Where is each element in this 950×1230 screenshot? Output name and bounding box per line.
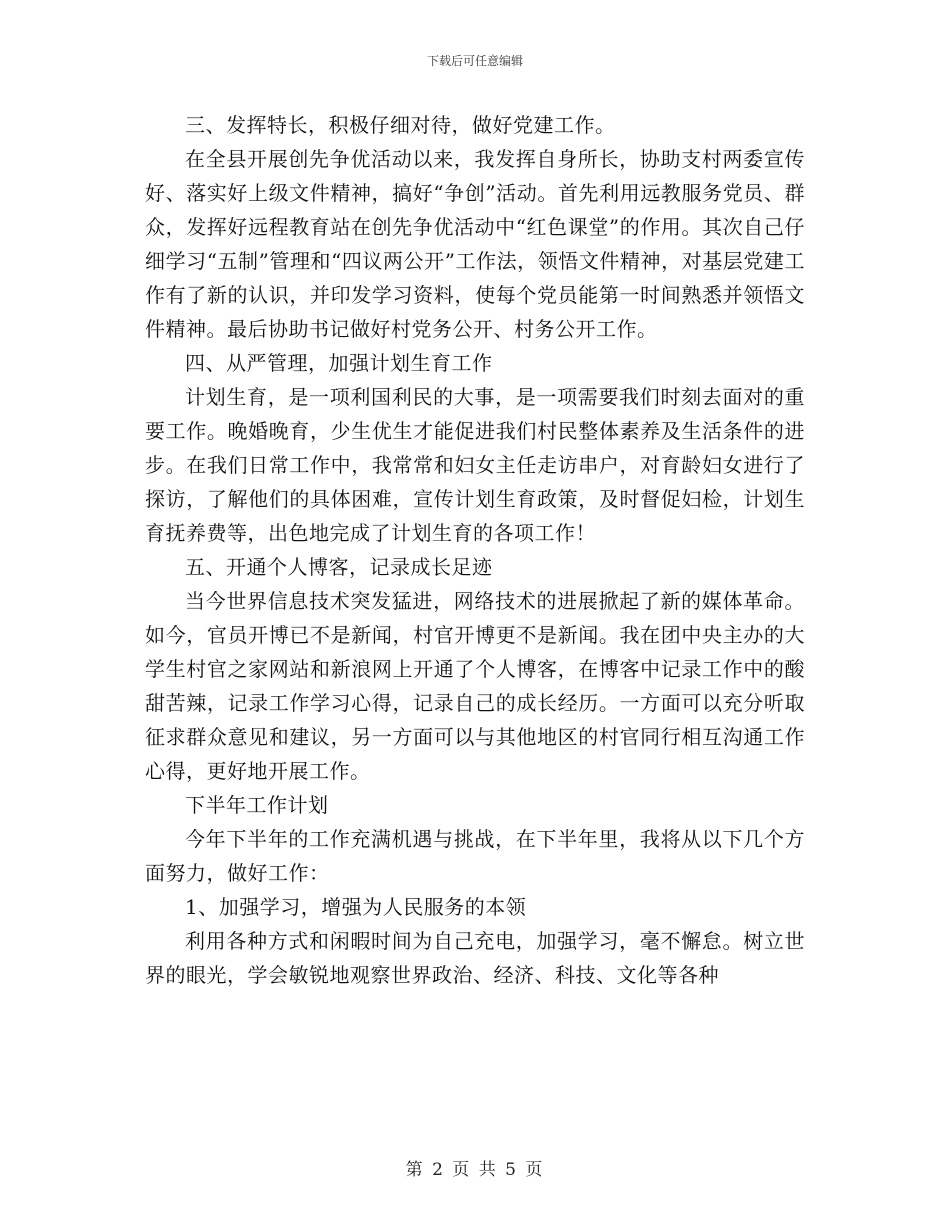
paragraph-study: 利用各种方式和闲暇时间为自己充电，加强学习，毫不懈怠。树立世界的眼光，学会敏锐地观察世界政治、经济、科技、文化等各种	[145, 929, 805, 987]
paragraph-family-planning: 计划生育，是一项利国利民的大事，是一项需要我们时刻去面对的重要工作。晚婚晚育，少生优生才能促进我们村民整体素养及生活条件的进步。在我们日常工作中，我常常和妇女主任走访串户，对育龄妇女进行了探访，了解他们的具体困难，宣传计划生育政策，及时督促妇检，计划生育抚养费等，出色地完成了计划生育的各项工作！	[145, 385, 805, 545]
plan-item-1-heading: 1、加强学习，增强为人民服务的本领	[185, 895, 527, 919]
page-header: 下载后可任意编辑	[426, 54, 523, 68]
section-heading-3: 三、发挥特长，积极仔细对待，做好党建工作。	[185, 113, 616, 137]
paragraph-party-building: 在全县开展创先争优活动以来，我发挥自身所长，协助支村两委宣传好、落实好上级文件精神，搞好“争创”活动。首先利用远教服务党员、群众，发挥好远程教育站在创先争优活动中“红色课堂”的作用。其次自己仔细学习“五制”管理和“四议两公开”工作法，领悟文件精神，对基层党建工作有了新的认识，并印发学习资料，使每个党员能第一时间熟悉并领悟文件精神。最后协助书记做好村党务公开、村务公开工作。	[145, 147, 805, 341]
paragraph-plan-intro: 今年下半年的工作充满机遇与挑战，在下半年里，我将从以下几个方面努力，做好工作：	[145, 827, 805, 885]
paragraph-blog: 当今世界信息技术突发猛进，网络技术的进展掀起了新的媒体革命。如今，官员开博已不是新闻，村官开博更不是新闻。我在团中央主办的大学生村官之家网站和新浪网上开通了个人博客，在博客中记录工作中的酸甜苦辣，记录工作学习心得，记录自己的成长经历。一方面可以充分听取征求群众意见和建议，另一方面可以与其他地区的村官同行相互沟通工作心得，更好地开展工作。	[145, 589, 805, 783]
page-number-footer: 第 2 页 共 5 页	[405, 1160, 545, 1180]
section-heading-plan: 下半年工作计划	[185, 793, 329, 817]
section-heading-5: 五、开通个人博客，记录成长足迹	[185, 555, 493, 579]
document-body	[145, 108, 805, 992]
section-heading-4: 四、从严管理，加强计划生育工作	[185, 351, 493, 375]
